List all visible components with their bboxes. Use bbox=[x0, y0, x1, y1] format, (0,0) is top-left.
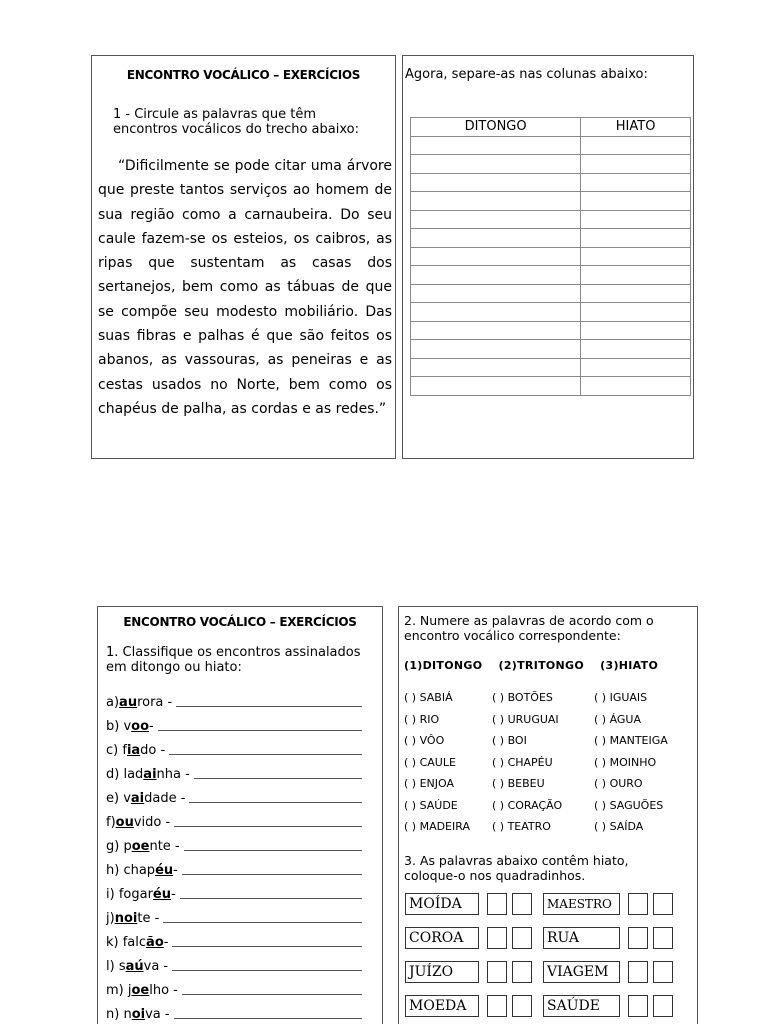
answer-square[interactable] bbox=[628, 927, 648, 949]
hiato-word-box: VIAGEM bbox=[543, 961, 620, 983]
legend-tritongo: (2)TRITONGO bbox=[498, 659, 585, 672]
hiato-word-box: COROA bbox=[405, 927, 479, 949]
legend-ditongo: (1)DITONGO bbox=[404, 659, 483, 672]
highlighted-encounter: aú bbox=[125, 959, 144, 974]
hiato-word-box: MAESTRO bbox=[543, 893, 620, 915]
hiato-word-box: JUÍZO bbox=[405, 961, 479, 983]
word-row bbox=[404, 709, 696, 731]
answer-cell[interactable] bbox=[581, 247, 691, 266]
classify-item: j) noi te - bbox=[106, 902, 378, 926]
word-row bbox=[404, 687, 696, 709]
word-row bbox=[404, 773, 696, 795]
answer-cell[interactable] bbox=[411, 303, 581, 322]
answer-cell[interactable] bbox=[581, 266, 691, 285]
highlighted-encounter: oe bbox=[131, 839, 150, 854]
answer-line[interactable] bbox=[182, 873, 362, 875]
columns-card bbox=[402, 55, 694, 459]
answer-cell[interactable] bbox=[411, 136, 581, 155]
word-option[interactable]: ( ) SAÚDE bbox=[404, 798, 458, 812]
answer-line[interactable] bbox=[172, 969, 362, 971]
word-option[interactable]: ( ) MANTEIGA bbox=[594, 734, 668, 748]
answer-cell[interactable] bbox=[581, 155, 691, 174]
classify-item: i) fogar éu - bbox=[106, 878, 378, 902]
answer-cell[interactable] bbox=[411, 340, 581, 359]
answer-line[interactable] bbox=[163, 921, 362, 923]
answer-cell[interactable] bbox=[411, 247, 581, 266]
classify-item: n) n oi va - bbox=[106, 998, 378, 1022]
word-row bbox=[404, 730, 696, 752]
word-row bbox=[404, 795, 696, 817]
answer-square[interactable] bbox=[653, 961, 673, 983]
card-title: ENCONTRO VOCÁLICO – EXERCÍCIOS bbox=[126, 68, 361, 82]
exercise-card-numbering bbox=[398, 606, 698, 1024]
word-option[interactable]: ( ) IGUAIS bbox=[594, 691, 648, 705]
columns-heading: Agora, separe-as nas colunas abaixo: bbox=[405, 67, 648, 82]
answer-square[interactable] bbox=[653, 893, 673, 915]
answer-cell[interactable] bbox=[581, 136, 691, 155]
answer-cell[interactable] bbox=[581, 377, 691, 396]
answer-square[interactable] bbox=[512, 927, 532, 949]
highlighted-encounter: noi bbox=[114, 911, 138, 926]
word-option[interactable]: ( ) BEBEU bbox=[492, 777, 545, 791]
answer-cell[interactable] bbox=[411, 284, 581, 303]
highlighted-encounter: oi bbox=[131, 1007, 146, 1022]
hiato-word-box: MOEDA bbox=[405, 995, 479, 1017]
word-option[interactable]: ( ) ÁGUA bbox=[594, 712, 642, 726]
passage-text: “Dificilmente se pode citar uma árvore que preste tantos serviços ao homem de sua região como a carnaubeira. Do seu caule fazem-se os esteios, os caibros, as ripas que sustentam as casas dos sertanejos, bem como as tábuas de que se compõe seu modesto mobiliário. Das suas fibras e palhas é que são feitos os abanos, as vassouras, as peneiras e as cestas usados no Norte, bem como os chapéus de palha, as cordas e as redes.” bbox=[98, 158, 392, 417]
word-option[interactable]: ( ) MOINHO bbox=[594, 755, 657, 769]
answer-cell[interactable] bbox=[411, 192, 581, 211]
answer-square[interactable] bbox=[628, 961, 648, 983]
highlighted-encounter: oe bbox=[131, 983, 150, 998]
answer-line[interactable] bbox=[180, 897, 362, 899]
word-option[interactable]: ( ) ENJOA bbox=[404, 777, 454, 791]
word-option[interactable]: ( ) CHAPÉU bbox=[492, 755, 553, 769]
highlighted-encounter: ou bbox=[115, 815, 134, 830]
answer-line[interactable] bbox=[182, 993, 362, 995]
word-option[interactable]: ( ) CAULE bbox=[404, 755, 456, 769]
numbering-instruction: 2. Numere as palavras de acordo com o encontro vocálico correspondente: bbox=[404, 613, 654, 643]
classify-item: l) s aú va - bbox=[106, 950, 378, 974]
answer-line[interactable] bbox=[176, 705, 362, 707]
word-option[interactable]: ( ) TEATRO bbox=[492, 820, 551, 834]
highlighted-encounter: ia bbox=[126, 743, 141, 758]
answer-line[interactable] bbox=[174, 825, 362, 827]
classify-item: a) au rora - bbox=[106, 686, 378, 710]
answer-square[interactable] bbox=[487, 961, 507, 983]
word-option[interactable]: ( ) SAÍDA bbox=[594, 820, 644, 834]
word-option[interactable]: ( ) OURO bbox=[594, 777, 643, 791]
answer-square[interactable] bbox=[628, 893, 648, 915]
question-1-instruction: 1 - Circule as palavras que têm encontros vocálicos do trecho abaixo: bbox=[113, 107, 359, 137]
answer-cell[interactable] bbox=[581, 284, 691, 303]
highlighted-encounter: au bbox=[119, 695, 138, 710]
classify-item: d) lad ai nha - bbox=[106, 758, 378, 782]
hiato-word-box: RUA bbox=[543, 927, 620, 949]
answer-cell[interactable] bbox=[581, 229, 691, 248]
hiato-word-box: SAÚDE bbox=[543, 995, 620, 1017]
answer-line[interactable] bbox=[194, 777, 362, 779]
answer-cell[interactable] bbox=[581, 210, 691, 229]
word-option[interactable]: ( ) MADEIRA bbox=[404, 820, 470, 834]
answer-square[interactable] bbox=[512, 961, 532, 983]
word-row bbox=[404, 816, 696, 838]
answer-cell[interactable] bbox=[411, 358, 581, 377]
classify-item: k) falc ão - bbox=[106, 926, 378, 950]
highlighted-encounter: éu bbox=[152, 887, 171, 902]
word-option[interactable]: ( ) BOI bbox=[492, 734, 527, 748]
classify-item: b) v oo - bbox=[106, 710, 378, 734]
answer-cell[interactable] bbox=[581, 173, 691, 192]
classify-item: f) ou vido - bbox=[106, 806, 378, 830]
word-option[interactable]: ( ) CORAÇÃO bbox=[492, 798, 563, 812]
highlighted-encounter: ai bbox=[130, 791, 145, 806]
hiato-instruction: 3. As palavras abaixo contêm hiato, coloque-o nos quadradinhos. bbox=[404, 853, 629, 883]
word-row bbox=[404, 752, 696, 774]
highlighted-encounter: ão bbox=[146, 935, 164, 950]
answer-cell[interactable] bbox=[581, 192, 691, 211]
answer-cell[interactable] bbox=[411, 155, 581, 174]
answer-cell[interactable] bbox=[411, 321, 581, 340]
word-option[interactable]: ( ) VÔO bbox=[404, 734, 445, 748]
legend-hiato: (3)HIATO bbox=[600, 659, 659, 672]
answer-line[interactable] bbox=[174, 1017, 362, 1019]
card-title: ENCONTRO VOCÁLICO – EXERCÍCIOS bbox=[123, 615, 357, 629]
word-option[interactable]: ( ) SAGUÕES bbox=[594, 798, 664, 812]
answer-line[interactable] bbox=[172, 945, 362, 947]
classify-list bbox=[106, 686, 378, 1022]
classify-item: e) v ai dade - bbox=[106, 782, 378, 806]
ditongo-hiato-table bbox=[410, 117, 691, 396]
word-option[interactable]: ( ) BOTÕES bbox=[492, 691, 553, 705]
answer-line[interactable] bbox=[158, 729, 362, 731]
exercise-card-passage bbox=[91, 55, 396, 459]
legend bbox=[404, 659, 670, 672]
classify-item: m) j oe lho - bbox=[106, 974, 378, 998]
answer-square[interactable] bbox=[512, 995, 532, 1017]
word-grid bbox=[404, 687, 696, 838]
column-header-ditongo: DITONGO bbox=[411, 118, 581, 137]
answer-cell[interactable] bbox=[411, 229, 581, 248]
answer-line[interactable] bbox=[184, 849, 362, 851]
answer-cell[interactable] bbox=[581, 303, 691, 322]
answer-cell[interactable] bbox=[411, 266, 581, 285]
word-option[interactable]: ( ) RIO bbox=[404, 712, 440, 726]
answer-line[interactable] bbox=[169, 753, 362, 755]
answer-line[interactable] bbox=[189, 801, 362, 803]
classify-item: g) p oe nte - bbox=[106, 830, 378, 854]
hiato-word-box: MOÍDA bbox=[405, 893, 479, 915]
highlighted-encounter: éu bbox=[155, 863, 174, 878]
answer-cell[interactable] bbox=[581, 358, 691, 377]
word-option[interactable]: ( ) SABIÁ bbox=[404, 691, 453, 705]
classify-item: c) f ia do - bbox=[106, 734, 378, 758]
column-header-hiato: HIATO bbox=[581, 118, 691, 137]
answer-square[interactable] bbox=[653, 995, 673, 1017]
answer-cell[interactable] bbox=[411, 210, 581, 229]
answer-square[interactable] bbox=[628, 995, 648, 1017]
answer-square[interactable] bbox=[487, 995, 507, 1017]
highlighted-encounter: oo bbox=[131, 719, 150, 734]
answer-cell[interactable] bbox=[411, 173, 581, 192]
answer-square[interactable] bbox=[487, 893, 507, 915]
answer-square[interactable] bbox=[512, 893, 532, 915]
answer-square[interactable] bbox=[653, 927, 673, 949]
classify-item: h) chap éu - bbox=[106, 854, 378, 878]
word-option[interactable]: ( ) URUGUAI bbox=[492, 712, 559, 726]
answer-cell[interactable] bbox=[581, 340, 691, 359]
answer-cell[interactable] bbox=[581, 321, 691, 340]
exercise-card-classify bbox=[97, 606, 383, 1024]
classify-instruction: 1. Classifique os encontros assinalados em ditongo ou hiato: bbox=[106, 645, 361, 675]
highlighted-encounter: ai bbox=[143, 767, 157, 782]
answer-square[interactable] bbox=[487, 927, 507, 949]
answer-cell[interactable] bbox=[411, 377, 581, 396]
